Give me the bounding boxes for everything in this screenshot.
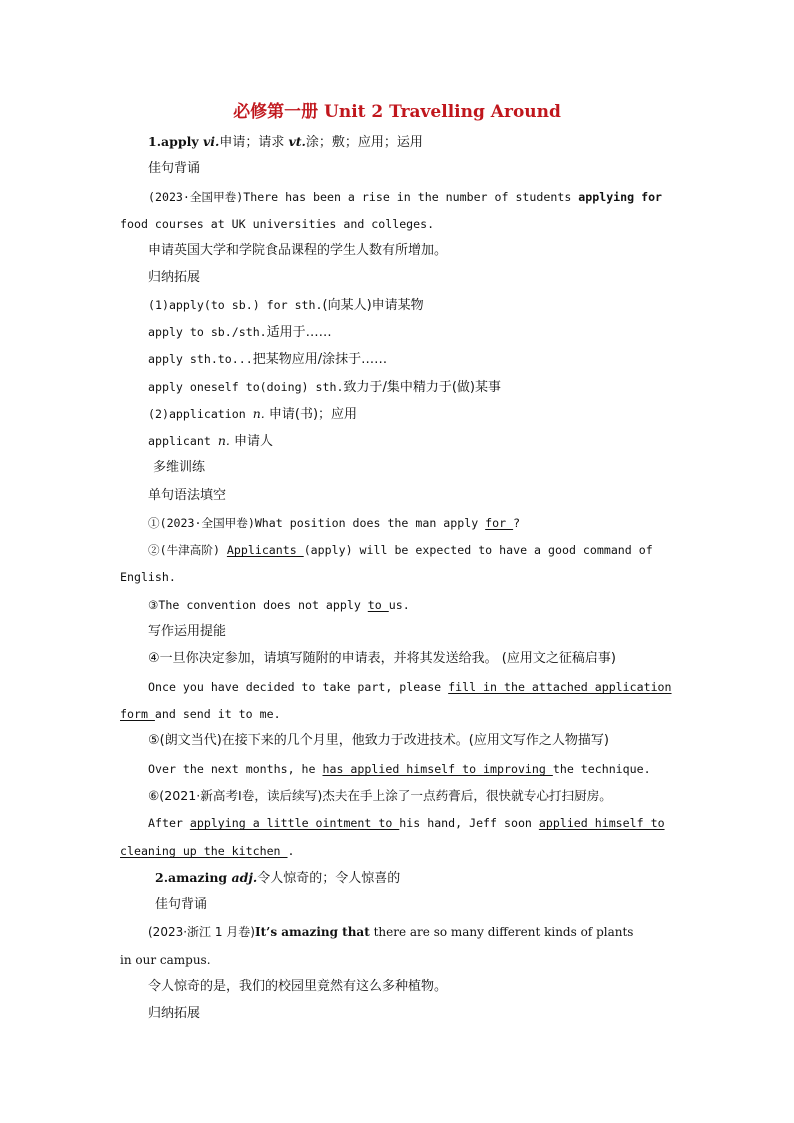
example-sentence-cont: in our campus. bbox=[120, 953, 211, 967]
answer-blank: fill in the attached application bbox=[448, 680, 672, 694]
answer-blank: has applied himself to improving bbox=[322, 762, 553, 776]
exercise-q6-cont: cleaning up the kitchen . bbox=[120, 844, 295, 858]
extension-item: applicant n. 申请人 bbox=[148, 433, 273, 449]
example-sentence: (2023·浙江 1 月卷)It’s amazing that there are so many different kinds of plants bbox=[148, 925, 634, 939]
section-label: 佳句背诵 bbox=[148, 161, 201, 176]
example-translation: 令人惊奇的是，我们的校园里竟然有这么多种植物。 bbox=[148, 979, 448, 994]
extension-item: (2)application n. 申请(书)；应用 bbox=[148, 406, 358, 422]
answer-blank: applying a little ointment to bbox=[189, 816, 400, 830]
exercise-q2-cont: English. bbox=[120, 570, 176, 584]
answer-blank: to bbox=[367, 598, 389, 612]
section-label: 写作运用提能 bbox=[148, 624, 227, 639]
extension-item: (1)apply(to sb.) for sth.(向某人)申请某物 bbox=[148, 298, 424, 313]
extension-item: apply sth.to...把某物应用/涂抹于…… bbox=[148, 352, 388, 367]
exercise-q4-cont: form and send it to me. bbox=[120, 707, 281, 721]
pos-label: adj. bbox=[231, 870, 258, 885]
pos-label: vt. bbox=[288, 134, 306, 149]
vocab-heading-amazing bbox=[155, 870, 400, 887]
exercise-q2: ②(牛津高阶) Applicants (apply) will be expected to have a good command of bbox=[148, 543, 653, 557]
definition: 申请；请求 bbox=[219, 135, 289, 150]
definition: 令人惊奇的；令人惊喜的 bbox=[257, 871, 401, 886]
answer-blank: for bbox=[485, 516, 514, 530]
answer-blank: cleaning up the kitchen bbox=[120, 844, 288, 858]
section-label: 归纳拓展 bbox=[148, 1006, 201, 1021]
example-sentence: (2023·全国甲卷)There has been a rise in the number of students applying for bbox=[148, 190, 663, 204]
extension-item: apply to sb./sth.适用于…… bbox=[148, 325, 332, 340]
highlight-phrase: It’s amazing that bbox=[254, 925, 370, 939]
example-sentence-cont: food courses at UK universities and colleges. bbox=[120, 217, 435, 231]
highlight-phrase: applying for bbox=[578, 190, 663, 204]
exercise-q4: Once you have decided to take part, please fill in the attached application bbox=[148, 680, 672, 694]
exercise-q5-prompt: ⑤(朗文当代)在接下来的几个月里，他致力于改进技术。(应用文写作之人物描写) bbox=[148, 733, 609, 748]
example-translation: 申请英国大学和学院食品课程的学生人数有所增加。 bbox=[148, 243, 448, 258]
exercise-q4-prompt: ④一旦你决定参加，请填写随附的申请表，并将其发送给我。 (应用文之征稿启事) bbox=[148, 651, 616, 666]
definition: 涂；敷；应用；运用 bbox=[305, 135, 423, 150]
vocab-heading-apply bbox=[148, 134, 423, 151]
answer-blank: applied himself to bbox=[538, 816, 665, 830]
page-title: 必修第一册 Unit 2 Travelling Around bbox=[233, 102, 561, 122]
section-label: 多维训练 bbox=[153, 460, 206, 475]
section-label: 单句语法填空 bbox=[148, 488, 227, 503]
answer-blank: form bbox=[120, 707, 155, 721]
exercise-q3: ③The convention does not apply to us. bbox=[148, 598, 410, 612]
exercise-q6-prompt: ⑥(2021·新高考Ⅰ卷，读后续写)杰夫在手上涂了一点药膏后，很快就专心打扫厨房。 bbox=[148, 788, 612, 803]
section-label: 佳句背诵 bbox=[155, 897, 208, 912]
headword: 1.apply bbox=[148, 134, 203, 149]
exercise-q6: After applying a little ointment to his hand, Jeff soon applied himself to bbox=[148, 816, 665, 830]
extension-item: apply oneself to(doing) sth.致力于/集中精力于(做)某事 bbox=[148, 380, 501, 395]
pos-label: vi. bbox=[203, 134, 220, 149]
exercise-q5: Over the next months, he has applied himself to improving the technique. bbox=[148, 762, 651, 776]
answer-blank: Applicants bbox=[226, 543, 304, 557]
headword: 2.amazing bbox=[155, 870, 232, 885]
exercise-q1: ①(2023·全国甲卷)What position does the man apply for ? bbox=[148, 516, 521, 530]
section-label: 归纳拓展 bbox=[148, 270, 201, 285]
